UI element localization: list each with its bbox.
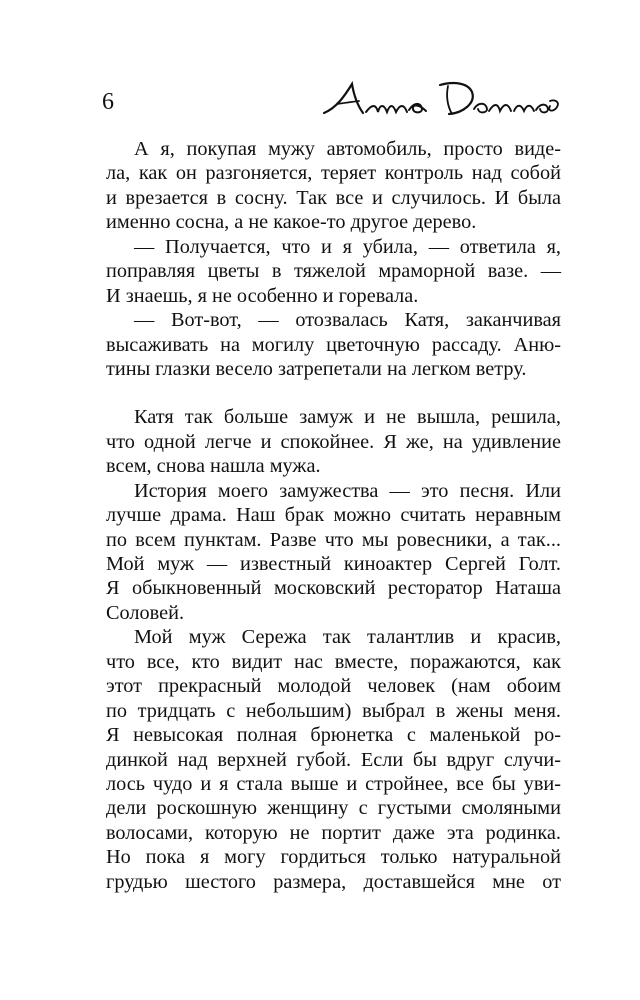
text-line: Соловей. (106, 601, 185, 624)
text-line: волосами, которую не портит даже эта родинка. (106, 821, 561, 844)
section-gap (106, 381, 561, 405)
text-line: А я, покупая мужу автомобиль, просто виде- (134, 138, 561, 160)
text-line: Я невысокая полная брюнетка с маленькой ро- (106, 724, 561, 747)
author-signature-logo (318, 74, 563, 124)
main-text (106, 137, 561, 894)
page-number: 6 (102, 89, 114, 115)
text-line: всем, снова нашла мужа. (106, 455, 321, 478)
text-line: именно сосна, а не какое-то другое дерево. (106, 211, 477, 234)
text-line: Катя так больше замуж и не вышла, решила, (134, 406, 561, 429)
text-line: поправляя цветы в тяжелой мраморной вазе. — (106, 260, 561, 283)
text-line: высаживать на могилу цветочную рассаду. Аню- (106, 333, 561, 356)
text-line: Мой муж — известный киноактер Сергей Голт. (106, 553, 561, 575)
text-line: Но пока я могу гордиться только натуральной (106, 846, 561, 869)
text-line: по тридцать с небольшим) выбрал в жены меня. (106, 699, 561, 722)
text-line: История моего замужества — это песня. Или (134, 479, 561, 502)
text-line: динкой над верхней губой. Если бы вдруг случи- (106, 748, 561, 771)
text-line: по всем пунктам. Разве что мы ровесники, а так... (106, 528, 561, 551)
text-line: что все, кто видит нас вместе, поражаются, как (106, 650, 561, 673)
text-line: ла, как он разгоняется, теряет контроль над собой (106, 162, 561, 185)
text-line: лось чудо и я стала выше и стройнее, все бы уви- (106, 772, 561, 795)
text-line: Мой муж Сережа так талантлив и красив, (134, 626, 561, 649)
text-line: Я обыкновенный московский ресторатор Наташа (106, 577, 561, 600)
text-line: — Вот-вот, — отозвалась Катя, заканчивая (134, 309, 561, 332)
text-line: лучше драма. Наш брак можно считать неравным (106, 504, 561, 527)
text-line: что одной легче и спокойнее. Я же, на удивление (106, 430, 561, 453)
text-line: грудью шестого размера, доставшейся мне от (106, 870, 561, 893)
text-line: И знаешь, я не особенно и горевала. (106, 284, 419, 307)
author-header (318, 74, 563, 124)
text-line: тины глазки весело затрепетали на легком ветру. (106, 357, 527, 380)
text-line: дели роскошную женщину с густыми смоляными (106, 797, 561, 820)
text-line: этот прекрасный молодой человек (нам обоим (106, 675, 561, 698)
text-line: и врезается в сосну. Так все и случилось. И была (106, 186, 561, 209)
text-line: — Получается, что и я убила, — ответила я, (134, 235, 561, 258)
